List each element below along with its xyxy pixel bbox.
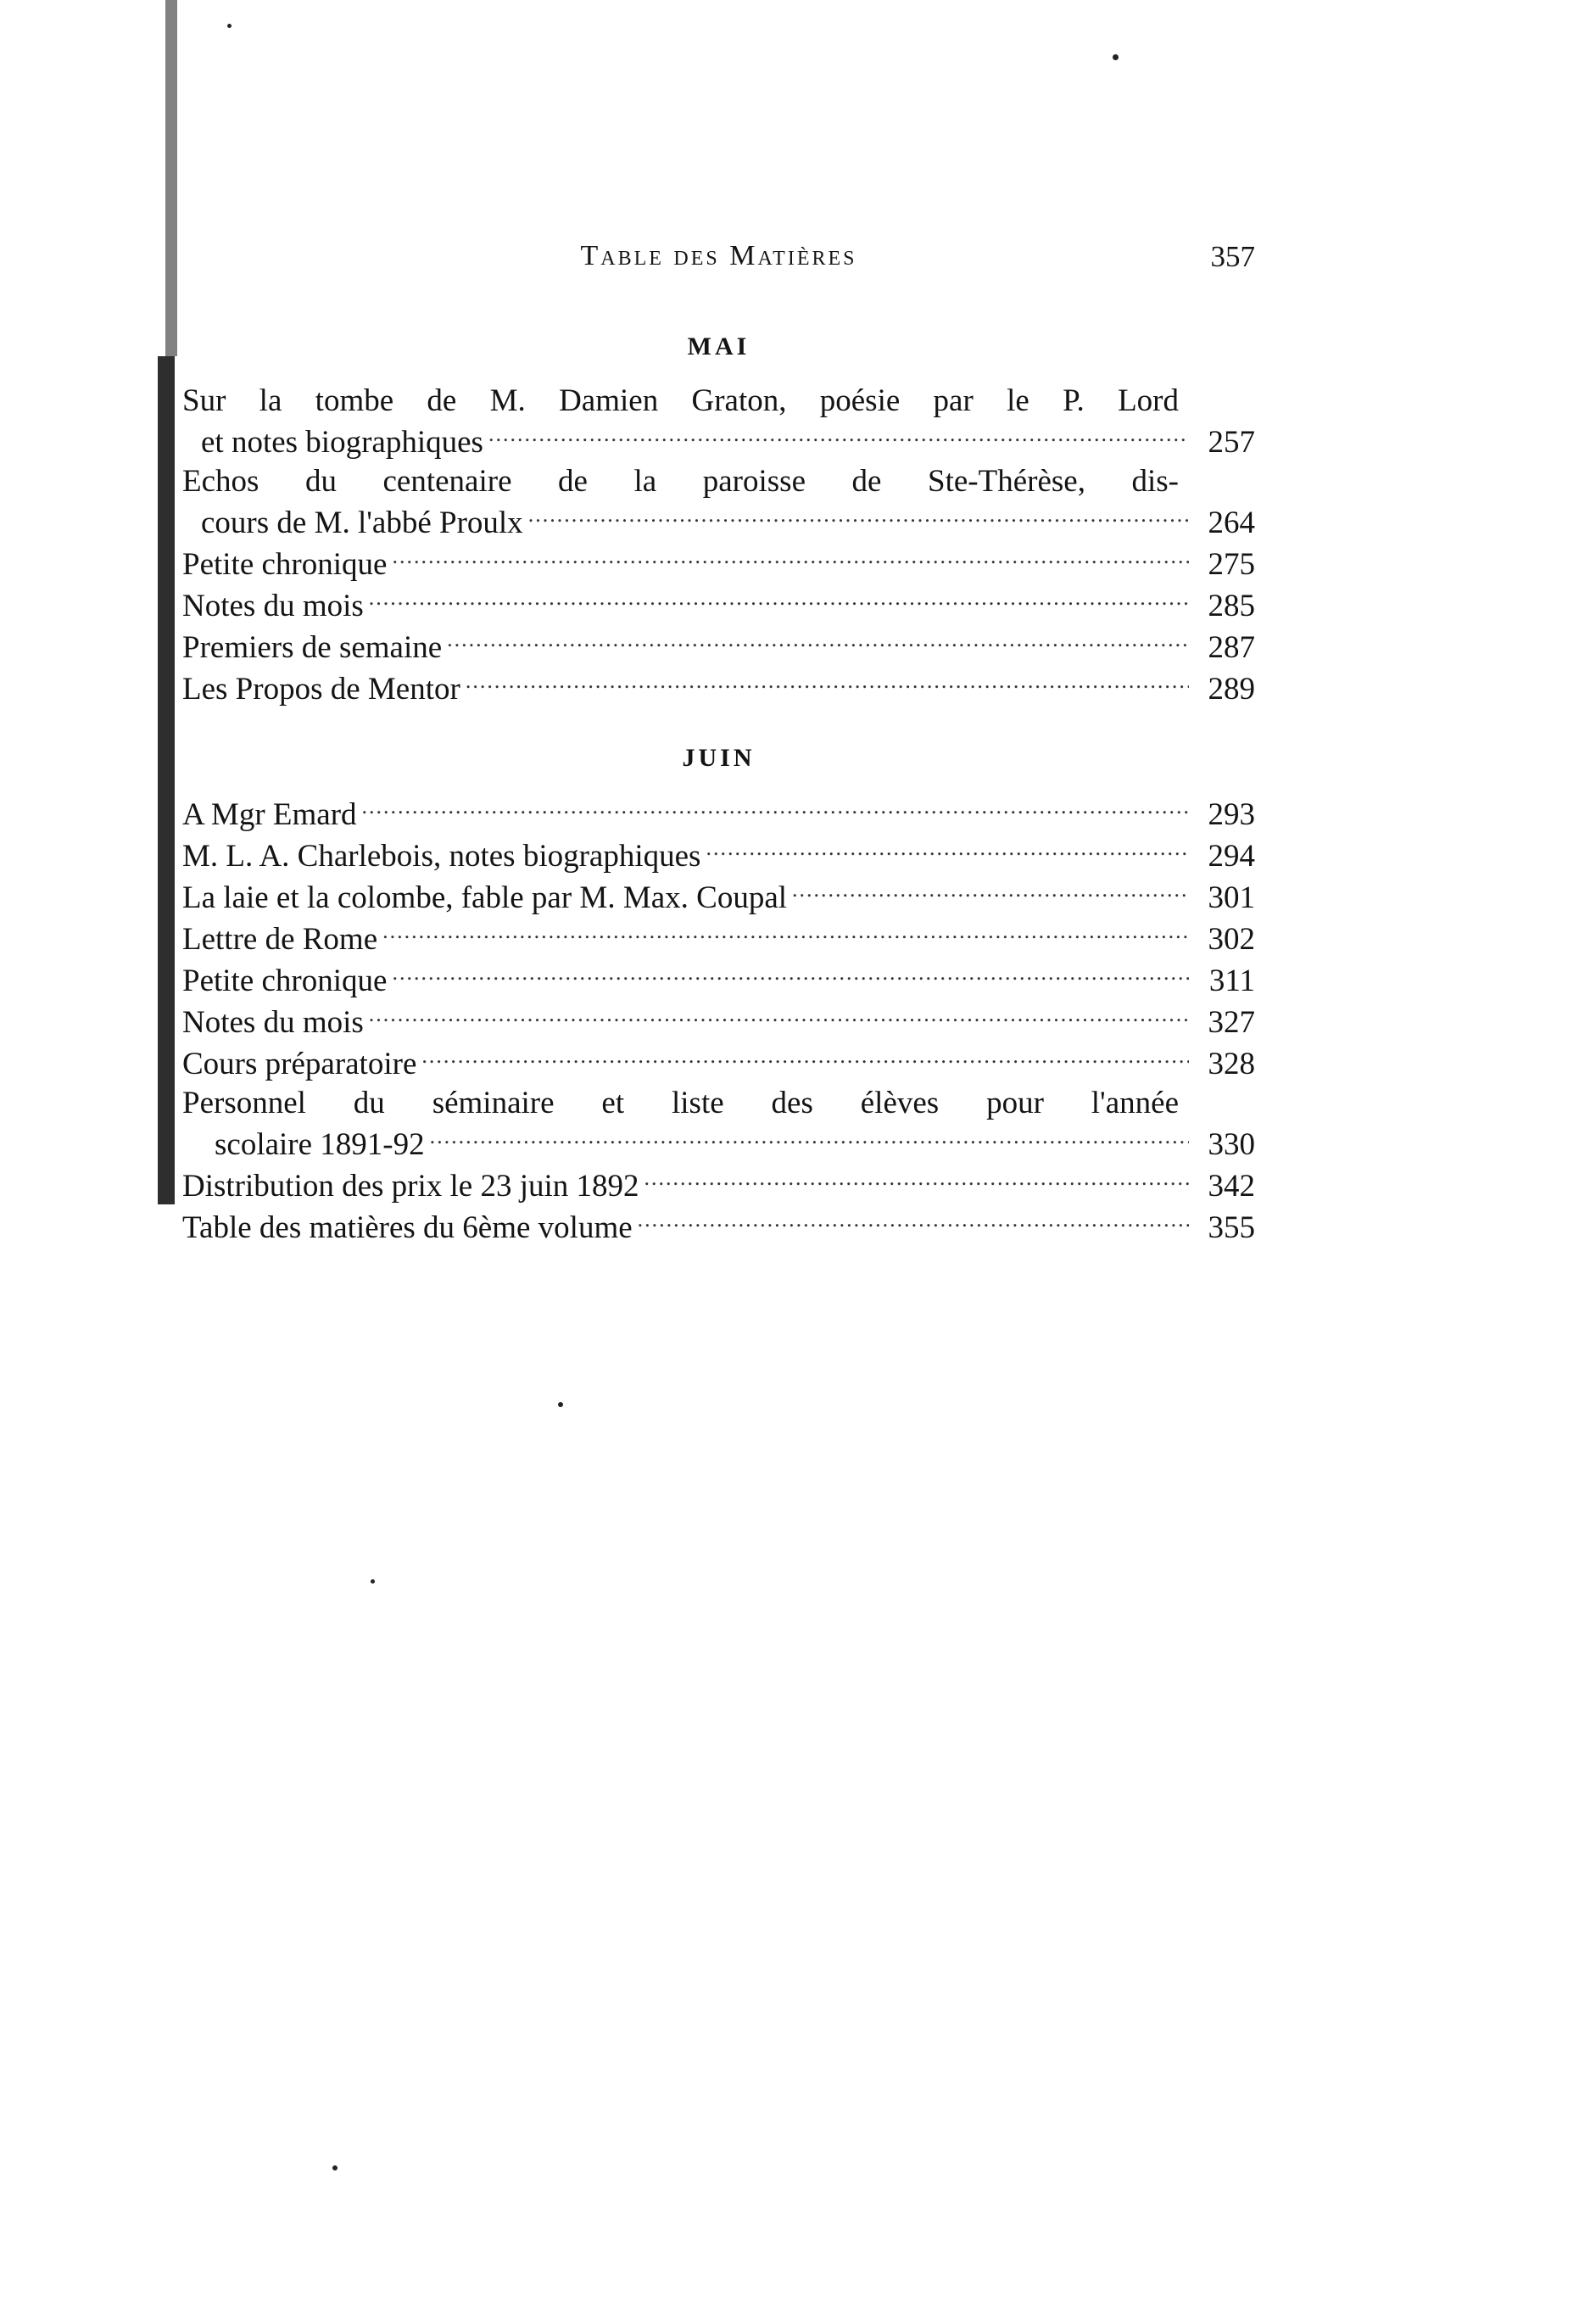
running-head xyxy=(182,240,1255,282)
toc-entry-title: Lettre de Rome xyxy=(182,922,378,957)
toc-entry-title: Notes du mois xyxy=(182,589,364,623)
running-head-page-number: 357 xyxy=(1210,240,1255,273)
toc-entry-title: A Mgr Emard xyxy=(182,797,357,832)
dot-leader xyxy=(369,584,1189,616)
scan-speck xyxy=(371,1579,375,1584)
toc-entry xyxy=(182,1206,1255,1248)
toc-entry xyxy=(182,668,1255,709)
toc-entry-page: 302 xyxy=(1208,922,1255,957)
dot-leader xyxy=(644,1165,1189,1196)
toc-entry-title: M. L. A. Charlebois, notes biographiques xyxy=(182,839,701,874)
toc-entry xyxy=(182,584,1255,626)
scan-speck xyxy=(227,24,232,28)
toc-entry-page: 257 xyxy=(1208,425,1255,460)
toc-entry-title: Notes du mois xyxy=(182,1005,364,1040)
toc-list-juin xyxy=(182,793,1255,1248)
toc-entry-page: 342 xyxy=(1208,1169,1255,1204)
toc-entry-page: 285 xyxy=(1208,589,1255,623)
toc-entry xyxy=(182,626,1255,668)
toc-entry xyxy=(182,1165,1255,1206)
toc-entry-page: 330 xyxy=(1208,1127,1255,1162)
toc-list-mai xyxy=(182,382,1255,709)
dot-leader xyxy=(421,1042,1189,1074)
toc-entry-title: Petite chronique xyxy=(182,964,388,998)
toc-entry-title: Petite chronique xyxy=(182,547,388,582)
dot-leader xyxy=(369,1001,1189,1032)
scan-speck xyxy=(1113,54,1119,60)
dot-leader xyxy=(638,1206,1189,1237)
toc-entry-page: 287 xyxy=(1208,630,1255,665)
toc-entry-title: Sur la tombe de M. Damien Graton, poésie par le P. Lord xyxy=(182,383,1179,418)
binding-shadow xyxy=(158,356,175,1204)
toc-entry-page: 301 xyxy=(1208,880,1255,915)
running-head-title: Table des Matières xyxy=(580,240,857,271)
toc-entry xyxy=(182,835,1255,876)
toc-entry xyxy=(182,543,1255,584)
dot-leader xyxy=(430,1123,1189,1154)
dot-leader xyxy=(488,421,1189,452)
dot-leader xyxy=(382,918,1189,949)
toc-entry-title: Echos du centenaire de la paroisse de Ste-Thérèse, dis- xyxy=(182,464,1179,499)
dot-leader xyxy=(706,835,1189,866)
section-heading-juin: JUIN xyxy=(682,744,756,772)
toc-entry-page: 289 xyxy=(1208,672,1255,707)
toc-entry-title: Personnel du séminaire et liste des élèves pour l'année xyxy=(182,1086,1179,1120)
toc-entry xyxy=(182,1084,1255,1165)
dot-leader xyxy=(466,668,1189,699)
toc-entry-title: Table des matières du 6ème volume xyxy=(182,1210,633,1245)
toc-entry xyxy=(182,793,1255,835)
toc-entry-page: 311 xyxy=(1208,964,1255,998)
toc-entry-page: 328 xyxy=(1208,1047,1255,1081)
toc-entry-title: La laie et la colombe, fable par M. Max. Coupal xyxy=(182,880,788,915)
toc-entry-page: 327 xyxy=(1208,1005,1255,1040)
toc-entry-page: 294 xyxy=(1208,839,1255,874)
toc-entry xyxy=(182,918,1255,959)
toc-entry xyxy=(182,382,1255,462)
toc-entry-title-continued: cours de M. l'abbé Proulx xyxy=(201,506,523,540)
dot-leader xyxy=(528,501,1189,533)
toc-entry-title: Cours préparatoire xyxy=(182,1047,417,1081)
toc-entry-title-continued: scolaire 1891-92 xyxy=(215,1127,425,1162)
scan-speck xyxy=(558,1402,563,1407)
dot-leader xyxy=(392,959,1189,991)
dot-leader xyxy=(362,793,1189,824)
toc-entry-page: 355 xyxy=(1208,1210,1255,1245)
toc-entry-page: 264 xyxy=(1208,506,1255,540)
toc-entry-title: Distribution des prix le 23 juin 1892 xyxy=(182,1169,639,1204)
toc-entry-page: 293 xyxy=(1208,797,1255,832)
toc-entry xyxy=(182,1042,1255,1084)
dot-leader xyxy=(447,626,1189,657)
scan-speck xyxy=(332,2165,338,2170)
toc-entry xyxy=(182,1001,1255,1042)
dot-leader xyxy=(392,543,1189,574)
toc-entry xyxy=(182,462,1255,543)
toc-entry xyxy=(182,959,1255,1001)
toc-entry xyxy=(182,876,1255,918)
binding-shadow-top xyxy=(165,0,177,356)
toc-entry-page: 275 xyxy=(1208,547,1255,582)
dot-leader xyxy=(792,876,1189,908)
toc-entry-title: Premiers de semaine xyxy=(182,630,443,665)
toc-entry-title-continued: et notes biographiques xyxy=(201,425,483,460)
section-heading-mai: MAI xyxy=(687,332,750,360)
toc-entry-title: Les Propos de Mentor xyxy=(182,672,460,707)
